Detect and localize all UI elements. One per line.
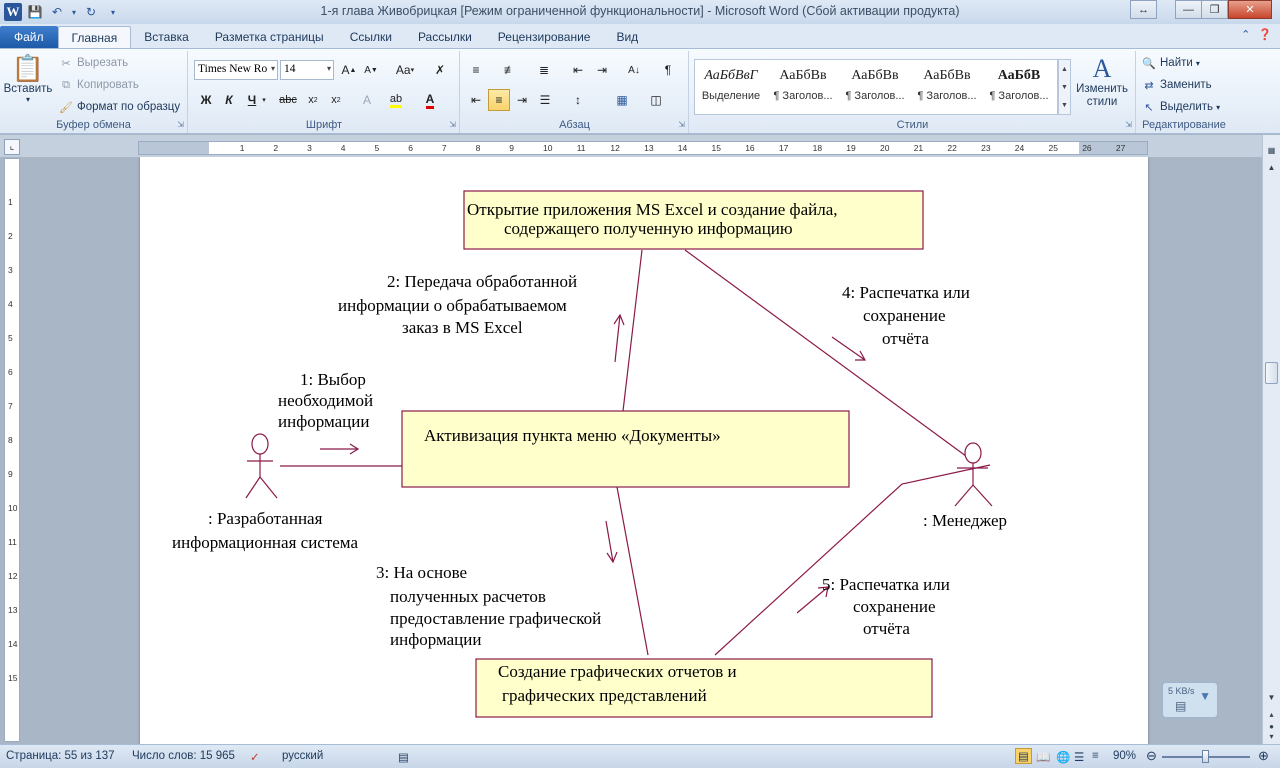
- styles-group-label: Стили: [896, 119, 929, 131]
- editing-group: [1137, 51, 1231, 133]
- ribbon: [0, 48, 1280, 134]
- tab-selector[interactable]: ⌞: [4, 139, 20, 155]
- actor-left-label-line1: : Разработанная: [208, 509, 323, 528]
- ruler-tick-label: 20: [880, 143, 890, 153]
- msg3-line4: информации: [390, 630, 482, 649]
- strikethrough-button[interactable]: abc: [279, 94, 297, 106]
- copy-button[interactable]: ⧉ Копировать: [58, 77, 139, 93]
- paste-button[interactable]: 📋 Вставить ▾: [3, 53, 53, 104]
- paragraph-group: [461, 51, 689, 133]
- format-painter-button[interactable]: 🖌 Формат по образцу: [59, 101, 181, 114]
- ruler-tick-label: 13: [8, 605, 18, 615]
- vertical-scrollbar[interactable]: [1262, 135, 1280, 744]
- replace-icon: ⇄: [1144, 79, 1154, 92]
- msg3-line3: предоставление графической: [390, 609, 602, 628]
- zoom-out-icon[interactable]: ⊖: [1146, 748, 1157, 763]
- bullets-button[interactable]: ≡: [472, 63, 480, 77]
- vertical-ruler[interactable]: [4, 158, 20, 742]
- box-mid[interactable]: [402, 411, 849, 487]
- connector-mid-top: [623, 250, 642, 411]
- box-top-line2: содержащего полученную информацию: [504, 219, 793, 238]
- highlight-button[interactable]: ab: [385, 89, 407, 111]
- window-title: 1-я глава Живобрицкая [Режим ограниченной функциональности] - Microsoft Word (Сбой активации продукта): [320, 4, 960, 18]
- ruler-tick-label: 14: [677, 143, 688, 153]
- style-tile[interactable]: АаБбВ ¶ Заголов...: [989, 68, 1049, 102]
- zoom-in-icon[interactable]: ⊕: [1258, 748, 1269, 763]
- ruler-tick-label: 21: [913, 143, 924, 153]
- clipboard-group-label: Буфер обмена: [56, 119, 131, 131]
- close-button[interactable]: ✕: [1228, 0, 1272, 19]
- ruler-tick-label: 1: [8, 197, 13, 207]
- style-tile[interactable]: АаБбВв ¶ Заголов...: [917, 68, 977, 102]
- customize-toolbar-icon[interactable]: ▾: [110, 7, 115, 17]
- underline-dropdown-icon[interactable]: ▾: [262, 97, 266, 104]
- msg3-line1: 3: На основе: [376, 563, 468, 582]
- msg2-line1: 2: Передача обработанной: [387, 272, 578, 291]
- web-layout-view-icon[interactable]: 🌐: [1056, 752, 1071, 764]
- ruler-tick-label: 5: [374, 143, 380, 153]
- ruler-tick-label: 11: [576, 143, 586, 153]
- actor-right-label: : Менеджер: [923, 511, 1008, 530]
- arrow-msg4: [832, 337, 865, 360]
- ruler-tick-label: 7: [8, 401, 13, 411]
- collaboration-diagram: [140, 157, 1148, 744]
- outline-view-icon[interactable]: ☰: [1074, 752, 1085, 764]
- connector-bottom-manager: [715, 465, 990, 655]
- msg1-line3: информации: [278, 412, 370, 431]
- status-bar: [0, 744, 1280, 768]
- ruler-tick-label: 13: [644, 143, 654, 153]
- msg5-line2: сохранение: [853, 597, 936, 616]
- minimize-button[interactable]: —: [1175, 0, 1202, 19]
- show-marks-button[interactable]: ¶: [664, 63, 672, 77]
- styles-launcher-icon[interactable]: ⇲: [1125, 120, 1132, 129]
- tab-page-layout[interactable]: Разметка страницы: [214, 30, 324, 44]
- ruler-tick-label: 19: [846, 143, 856, 153]
- line-spacing-button[interactable]: ↕: [575, 93, 581, 107]
- clipboard-launcher-icon[interactable]: ⇲: [177, 120, 184, 129]
- ruler-tick-label: 10: [8, 503, 18, 513]
- scrollbar-thumb[interactable]: [1265, 362, 1278, 384]
- ruler-tick-label: 3: [8, 265, 13, 275]
- prev-page-icon[interactable]: ▴: [1269, 710, 1274, 719]
- ruler-tick-label: 9: [8, 469, 13, 479]
- box-bottom-line2: графических представлений: [502, 686, 707, 705]
- ruler-tick-label: 18: [812, 143, 823, 153]
- msg4-line1: 4: Распечатка или: [842, 283, 970, 302]
- tab-file[interactable]: Файл: [0, 26, 58, 48]
- gallery-more-icon[interactable]: ▼: [1061, 101, 1068, 109]
- style-tile[interactable]: АаБбВв ¶ Заголов...: [845, 68, 905, 102]
- font-name-select[interactable]: Times New Ro ▾: [194, 60, 278, 80]
- network-icon: ▤: [1175, 699, 1187, 713]
- ruler-tick-label: 16: [745, 143, 755, 153]
- binoculars-icon: 🔍: [1142, 57, 1156, 70]
- change-styles-icon: A: [1092, 54, 1112, 83]
- network-speed-text: 5 KB/s: [1168, 686, 1195, 696]
- align-center-button[interactable]: ≡: [488, 89, 510, 111]
- multilevel-list-button[interactable]: ≣: [538, 63, 550, 77]
- font-group: [189, 51, 460, 133]
- justify-button[interactable]: ☰: [539, 93, 551, 107]
- styles-gallery-scroll[interactable]: [1058, 59, 1071, 115]
- ruler-tick-label: 14: [8, 639, 18, 649]
- next-page-icon[interactable]: ▾: [1269, 732, 1274, 741]
- zoom-slider-knob[interactable]: [1202, 750, 1209, 763]
- scroll-up-icon[interactable]: ▲: [1267, 163, 1276, 172]
- undo-dropdown-icon[interactable]: ▾: [71, 7, 76, 17]
- connector-mid-bottom: [617, 487, 648, 655]
- msg2-line3: заказ в MS Excel: [402, 318, 523, 337]
- redo-icon[interactable]: ↻: [85, 5, 97, 19]
- ruler-tick-label: 8: [8, 435, 13, 445]
- font-color-button[interactable]: A: [419, 89, 441, 111]
- numbering-button[interactable]: ≢: [504, 63, 516, 77]
- superscript-button[interactable]: x 2: [331, 94, 341, 106]
- clipboard-icon: 📋: [11, 53, 45, 83]
- font-group-label: Шрифт: [305, 119, 343, 131]
- undo-icon[interactable]: ↶: [51, 5, 63, 19]
- shrink-font-button[interactable]: A ▼: [364, 64, 378, 76]
- ruler-tick-label: 22: [947, 143, 957, 153]
- grow-font-button[interactable]: A ▲: [341, 63, 357, 77]
- msg2-line2: информации о обрабатываемом: [338, 296, 567, 315]
- ruler-tick-label: 7: [441, 143, 447, 153]
- gallery-down-icon[interactable]: ▼: [1061, 83, 1068, 91]
- download-arrow-icon: ▼: [1199, 689, 1211, 703]
- ruler-tick-label: 2: [8, 231, 13, 241]
- decrease-indent-button[interactable]: ⇤: [572, 63, 584, 77]
- copy-icon: ⧉: [62, 78, 70, 91]
- ruler-tick-label: 1: [239, 143, 245, 153]
- ruler-tick-label: 8: [475, 143, 481, 153]
- ruler-tick-label: 6: [408, 143, 413, 153]
- increase-indent-button[interactable]: ⇥: [596, 63, 608, 77]
- scissors-icon: ✂: [61, 57, 71, 70]
- network-speed-widget[interactable]: [1162, 682, 1218, 718]
- box-bottom[interactable]: [476, 659, 932, 717]
- style-tile[interactable]: АаБбВв ¶ Заголов...: [773, 68, 833, 102]
- msg5-line1: 5: Распечатка или: [822, 575, 950, 594]
- browse-object-icon[interactable]: ●: [1269, 722, 1274, 731]
- font-size-select[interactable]: 14 ▾: [280, 60, 334, 80]
- italic-button[interactable]: К: [225, 93, 233, 107]
- subscript-button[interactable]: x 2: [308, 94, 318, 106]
- editing-group-label: Редактирование: [1142, 119, 1226, 131]
- scroll-down-icon[interactable]: ▼: [1267, 693, 1276, 702]
- document-area[interactable]: [22, 157, 1262, 744]
- actor-left-icon[interactable]: [246, 434, 277, 498]
- zoom-level[interactable]: 90%: [1113, 750, 1137, 762]
- box-mid-text: Активизация пункта меню «Документы»: [424, 426, 721, 445]
- macro-record-icon[interactable]: ▤: [398, 752, 409, 764]
- select-button[interactable]: ↖ Выделить ▾: [1141, 99, 1220, 115]
- tab-home[interactable]: Главная: [58, 26, 132, 48]
- change-case-button[interactable]: Aa ▾: [395, 63, 415, 77]
- ruler-tick-label: 4: [340, 143, 346, 153]
- ruler-tick-label: 25: [1048, 143, 1058, 153]
- replace-button[interactable]: ⇄ Заменить: [1141, 77, 1212, 93]
- gallery-up-icon[interactable]: ▲: [1061, 65, 1068, 73]
- msg5-line3: отчёта: [863, 619, 910, 638]
- ribbon-tabs: [0, 24, 1280, 48]
- ruler-tick-label: 27: [1115, 143, 1126, 153]
- print-layout-view-icon[interactable]: ▤: [1015, 748, 1032, 764]
- tab-review[interactable]: Рецензирование: [497, 30, 591, 44]
- clipboard-group: [0, 51, 188, 133]
- full-screen-view-icon[interactable]: 📖: [1036, 752, 1051, 764]
- msg3-line2: полученных расчетов: [390, 587, 546, 606]
- ruler-tick-label: 15: [711, 143, 721, 153]
- ruler-tick-label: 15: [8, 673, 18, 683]
- language-indicator[interactable]: русский: [282, 750, 324, 762]
- msg4-line3: отчёта: [882, 329, 929, 348]
- msg1-line2: необходимой: [278, 391, 374, 410]
- shading-button[interactable]: ▦: [616, 93, 628, 107]
- ruler-tick-label: 23: [981, 143, 991, 153]
- bold-button[interactable]: Ж: [200, 93, 212, 107]
- ruler-tick-label: 10: [543, 143, 553, 153]
- save-icon[interactable]: 💾: [27, 5, 43, 19]
- ruler-tick-label: 3: [307, 143, 312, 153]
- brush-icon: 🖌: [59, 101, 73, 114]
- ruler-tick-label: 12: [8, 571, 18, 581]
- help-icon[interactable]: ❓: [1258, 29, 1272, 41]
- tab-references[interactable]: Ссылки: [349, 30, 392, 44]
- styles-gallery: [694, 59, 1058, 115]
- draft-view-icon[interactable]: ≡: [1092, 750, 1099, 762]
- actor-left-label-line2: информационная система: [172, 533, 358, 552]
- ribbon-collapse-button[interactable]: ↔: [1130, 0, 1157, 19]
- find-button[interactable]: 🔍 Найти ▾: [1142, 57, 1200, 70]
- align-right-button[interactable]: ⇥: [516, 93, 528, 107]
- tab-insert[interactable]: Вставка: [144, 30, 189, 44]
- sort-button[interactable]: A↓: [628, 64, 640, 76]
- proofing-icon[interactable]: ✓: [250, 752, 260, 764]
- horizontal-ruler[interactable]: [138, 141, 1148, 155]
- paragraph-launcher-icon[interactable]: ⇲: [678, 120, 685, 129]
- msg1-line1: 1: Выбор: [300, 370, 366, 389]
- word-logo-icon: W: [4, 3, 22, 21]
- underline-button[interactable]: Ч: [247, 93, 257, 107]
- style-tile[interactable]: АаБбВвГ Выделение: [701, 68, 761, 102]
- ruler-tick-label: 9: [509, 143, 515, 153]
- tab-view[interactable]: Вид: [616, 30, 639, 44]
- paragraph-group-label: Абзац: [559, 119, 590, 131]
- box-top[interactable]: [464, 191, 923, 249]
- borders-button[interactable]: ◫: [650, 93, 662, 107]
- ruler-tick-label: 5: [8, 333, 13, 343]
- text-effects-button[interactable]: A: [362, 93, 371, 107]
- tab-mailings[interactable]: Рассылки: [417, 30, 472, 44]
- ruler-tick-label: 26: [1082, 143, 1092, 153]
- ruler-tick-label: 17: [778, 143, 789, 153]
- ruler-tick-label: 12: [610, 143, 620, 153]
- cursor-icon: ↖: [1144, 101, 1154, 114]
- ruler-tick-label: 11: [8, 537, 17, 547]
- font-launcher-icon[interactable]: ⇲: [449, 120, 456, 129]
- cut-button[interactable]: ✂ Вырезать: [58, 55, 128, 71]
- page-count[interactable]: Страница: 55 из 137: [6, 750, 115, 762]
- word-count[interactable]: Число слов: 15 965: [132, 750, 235, 762]
- title-bar: [0, 0, 1280, 24]
- ruler-tick-label: 24: [1014, 143, 1025, 153]
- ruler-toggle-icon[interactable]: ▦: [1267, 146, 1276, 155]
- ruler-row: [0, 135, 1280, 157]
- document-page[interactable]: [140, 157, 1148, 744]
- change-styles-button[interactable]: A Изменить стили: [1076, 54, 1128, 108]
- msg4-line2: сохранение: [863, 306, 946, 325]
- minimize-ribbon-icon[interactable]: ⌃: [1241, 29, 1251, 41]
- align-left-button[interactable]: ⇤: [470, 93, 482, 107]
- restore-button[interactable]: ❐: [1201, 0, 1228, 19]
- ruler-tick-label: 4: [8, 299, 13, 309]
- box-top-line1: Открытие приложения MS Excel и создание файла,: [467, 200, 838, 219]
- box-bottom-line1: Создание графических отчетов и: [498, 662, 737, 681]
- ruler-tick-label: 6: [8, 367, 13, 377]
- ruler-tick-label: 2: [273, 143, 279, 153]
- clear-formatting-button[interactable]: ✗: [434, 63, 446, 77]
